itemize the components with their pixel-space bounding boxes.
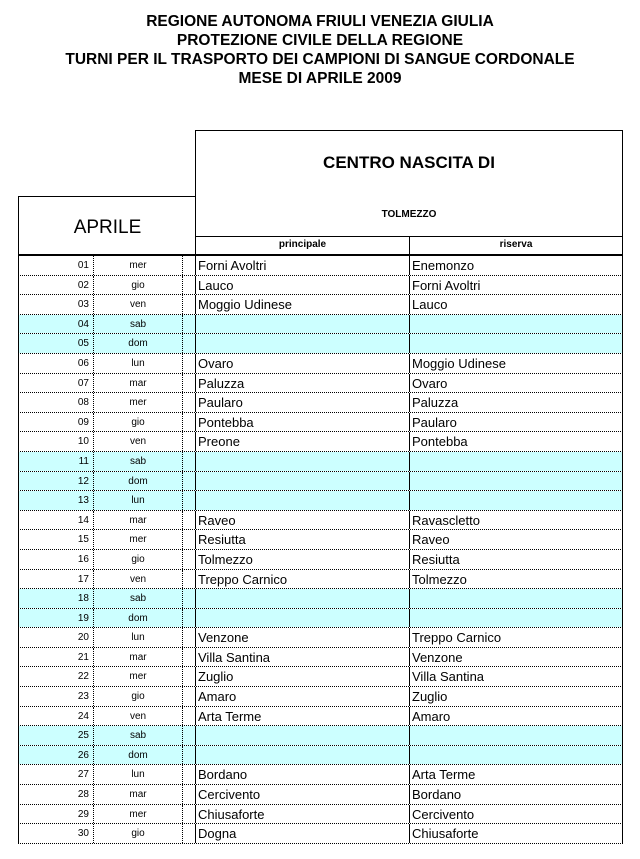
day-cell: 12 [18,472,94,491]
principale-cell: Resiutta [195,530,409,549]
table-row [18,746,623,766]
table-row [18,805,623,825]
spacer-cell [182,648,195,667]
riserva-cell: Enemonzo [409,256,623,275]
weekday-cell: gio [131,828,145,840]
day-cell: 10 [18,432,94,451]
principale-cell: Tolmezzo [195,550,409,569]
table-row [18,765,623,785]
riserva-cell: Forni Avoltri [409,276,623,295]
riserva-cell: Chiusaforte [409,824,623,843]
spacer-cell [182,687,195,706]
spacer-cell [182,746,195,765]
weekday-cell: lun [131,357,145,369]
heading-month: MESE DI APRILE 2009 [238,70,402,87]
riserva-cell: Treppo Carnico [409,628,623,647]
table-row [18,530,623,550]
weekday-cell: sab [94,315,182,334]
riserva-cell: Villa Santina [409,667,623,686]
spacer-cell [182,256,195,275]
table-row [18,550,623,570]
riserva-cell: Lauco [409,295,623,314]
weekday-cell: ven [129,436,147,448]
table-row [18,276,623,296]
principale-cell [195,315,409,334]
spacer-cell [182,354,195,373]
table-row [18,413,623,433]
day-cell: 16 [18,550,94,569]
principale-cell [195,334,409,353]
column-header-principale: principale [195,236,409,254]
spacer-cell [182,334,195,353]
day-cell: 15 [18,530,94,549]
riserva-cell [409,746,623,765]
spacer-cell [182,432,195,451]
principale-cell: Pontebba [195,413,409,432]
riserva-cell [409,334,623,353]
table-row [18,452,623,472]
month-header [18,196,196,254]
spacer-cell [182,609,195,628]
weekday-cell: mar [129,514,147,526]
table-row [18,491,623,511]
day-cell: 17 [18,570,94,589]
principale-cell: Treppo Carnico [195,570,409,589]
table-row [18,295,623,315]
principale-cell [195,746,409,765]
column-header-riserva: riserva [409,236,623,254]
weekday-cell: mer [129,808,147,820]
table-row [18,374,623,394]
day-cell: 18 [18,589,94,608]
principale-cell [195,472,409,491]
table-row [18,393,623,413]
document-heading [0,12,640,88]
day-cell: 30 [18,824,94,843]
principale-cell: Bordano [195,765,409,784]
principale-cell: Dogna [195,824,409,843]
table-row [18,628,623,648]
spacer-cell [182,805,195,824]
table-row [18,687,623,707]
day-cell: 08 [18,393,94,412]
riserva-cell [409,609,623,628]
day-cell: 27 [18,765,94,784]
table-row [18,511,623,531]
spacer-cell [182,276,195,295]
table-row [18,589,623,609]
weekday-cell: gio [131,279,145,291]
spacer-cell [182,393,195,412]
weekday-cell: dom [94,472,182,491]
spacer-cell [182,726,195,745]
riserva-cell: Bordano [409,785,623,804]
day-cell: 13 [18,491,94,510]
spacer-cell [182,570,195,589]
weekday-cell: mer [129,397,147,409]
day-cell: 11 [18,452,94,471]
table-row [18,472,623,492]
riserva-cell [409,726,623,745]
heading-civil-protection: PROTEZIONE CIVILE DELLA REGIONE [176,32,464,49]
weekday-cell: mar [129,789,147,801]
weekday-cell: gio [131,553,145,565]
principale-cell [195,491,409,510]
weekday-cell: gio [131,416,145,428]
principale-cell: Amaro [195,687,409,706]
table-row [18,726,623,746]
principale-cell: Venzone [195,628,409,647]
schedule-table [18,254,623,844]
table-row [18,570,623,590]
table-row [18,315,623,335]
riserva-cell: Paularo [409,413,623,432]
spacer-cell [182,824,195,843]
riserva-cell: Venzone [409,648,623,667]
spacer-cell [182,550,195,569]
day-cell: 01 [18,256,94,275]
day-cell: 26 [18,746,94,765]
weekday-cell: mer [129,671,147,683]
weekday-cell: ven [129,299,147,311]
weekday-cell: lun [131,632,145,644]
day-cell: 02 [18,276,94,295]
day-cell: 03 [18,295,94,314]
spacer-cell [182,530,195,549]
riserva-cell: Arta Terme [409,765,623,784]
spacer-cell [182,413,195,432]
spacer-cell [182,374,195,393]
table-row [18,609,623,629]
spacer-cell [182,315,195,334]
principale-cell [195,589,409,608]
day-cell: 19 [18,609,94,628]
riserva-cell: Zuglio [409,687,623,706]
table-row [18,648,623,668]
weekday-cell: sab [94,452,182,471]
day-cell: 29 [18,805,94,824]
day-cell: 09 [18,413,94,432]
day-cell: 28 [18,785,94,804]
spacer-cell [182,491,195,510]
weekday-cell: ven [129,710,147,722]
table-row [18,667,623,687]
riserva-cell: Cercivento [409,805,623,824]
weekday-cell: dom [94,609,182,628]
weekday-cell: mer [129,260,147,271]
principale-cell: Zuglio [195,667,409,686]
principale-cell: Preone [195,432,409,451]
day-cell: 22 [18,667,94,686]
principale-cell: Cercivento [195,785,409,804]
day-cell: 20 [18,628,94,647]
spacer-cell [182,785,195,804]
riserva-cell: Ovaro [409,374,623,393]
principale-cell [195,452,409,471]
spacer-cell [182,511,195,530]
principale-cell: Paluzza [195,374,409,393]
table-row [18,354,623,374]
centre-name: TOLMEZZO [381,209,437,220]
day-cell: 05 [18,334,94,353]
day-cell: 24 [18,707,94,726]
spacer-cell [182,452,195,471]
principale-cell: Villa Santina [195,648,409,667]
riserva-cell: Resiutta [409,550,623,569]
weekday-cell: sab [94,589,182,608]
day-cell: 25 [18,726,94,745]
day-cell: 21 [18,648,94,667]
weekday-cell: sab [94,726,182,745]
riserva-cell [409,452,623,471]
riserva-cell: Paluzza [409,393,623,412]
day-cell: 23 [18,687,94,706]
principale-cell: Moggio Udinese [195,295,409,314]
weekday-cell: lun [94,491,182,510]
principale-cell: Chiusaforte [195,805,409,824]
centre-header [195,130,623,236]
day-cell: 14 [18,511,94,530]
riserva-cell [409,491,623,510]
centre-title: CENTRO NASCITA DI [323,153,495,172]
weekday-cell: mar [129,377,147,389]
principale-cell: Arta Terme [195,707,409,726]
riserva-cell: Amaro [409,707,623,726]
table-row [18,432,623,452]
principale-cell: Lauco [195,276,409,295]
spacer-cell [182,667,195,686]
weekday-cell: lun [131,769,145,781]
heading-subject: TURNI PER IL TRASPORTO DEI CAMPIONI DI SANGUE CORDONALE [65,51,575,68]
principale-cell: Raveo [195,511,409,530]
principale-cell: Paularo [195,393,409,412]
spacer-cell [182,707,195,726]
riserva-cell: Raveo [409,530,623,549]
principale-cell [195,609,409,628]
riserva-cell [409,589,623,608]
principale-cell: Ovaro [195,354,409,373]
spacer-cell [182,589,195,608]
riserva-cell: Tolmezzo [409,570,623,589]
month-label: APRILE [73,217,142,238]
principale-cell: Forni Avoltri [195,256,409,275]
heading-region: REGIONE AUTONOMA FRIULI VENEZIA GIULIA [146,13,494,30]
table-row [18,707,623,727]
table-row [18,785,623,805]
weekday-cell: dom [94,746,182,765]
spacer-cell [182,628,195,647]
day-cell: 06 [18,354,94,373]
day-cell: 04 [18,315,94,334]
riserva-cell: Moggio Udinese [409,354,623,373]
table-row [18,824,623,844]
spacer-cell [182,295,195,314]
table-row [18,334,623,354]
weekday-cell: dom [94,334,182,353]
riserva-cell [409,315,623,334]
weekday-cell: gio [131,691,145,703]
day-cell: 07 [18,374,94,393]
spacer-cell [182,765,195,784]
spacer-cell [182,472,195,491]
weekday-cell: ven [129,573,147,585]
riserva-cell [409,472,623,491]
principale-cell [195,726,409,745]
weekday-cell: mar [129,651,147,663]
riserva-cell: Ravascletto [409,511,623,530]
weekday-cell: mer [129,534,147,546]
riserva-cell: Pontebba [409,432,623,451]
table-row [18,256,623,276]
